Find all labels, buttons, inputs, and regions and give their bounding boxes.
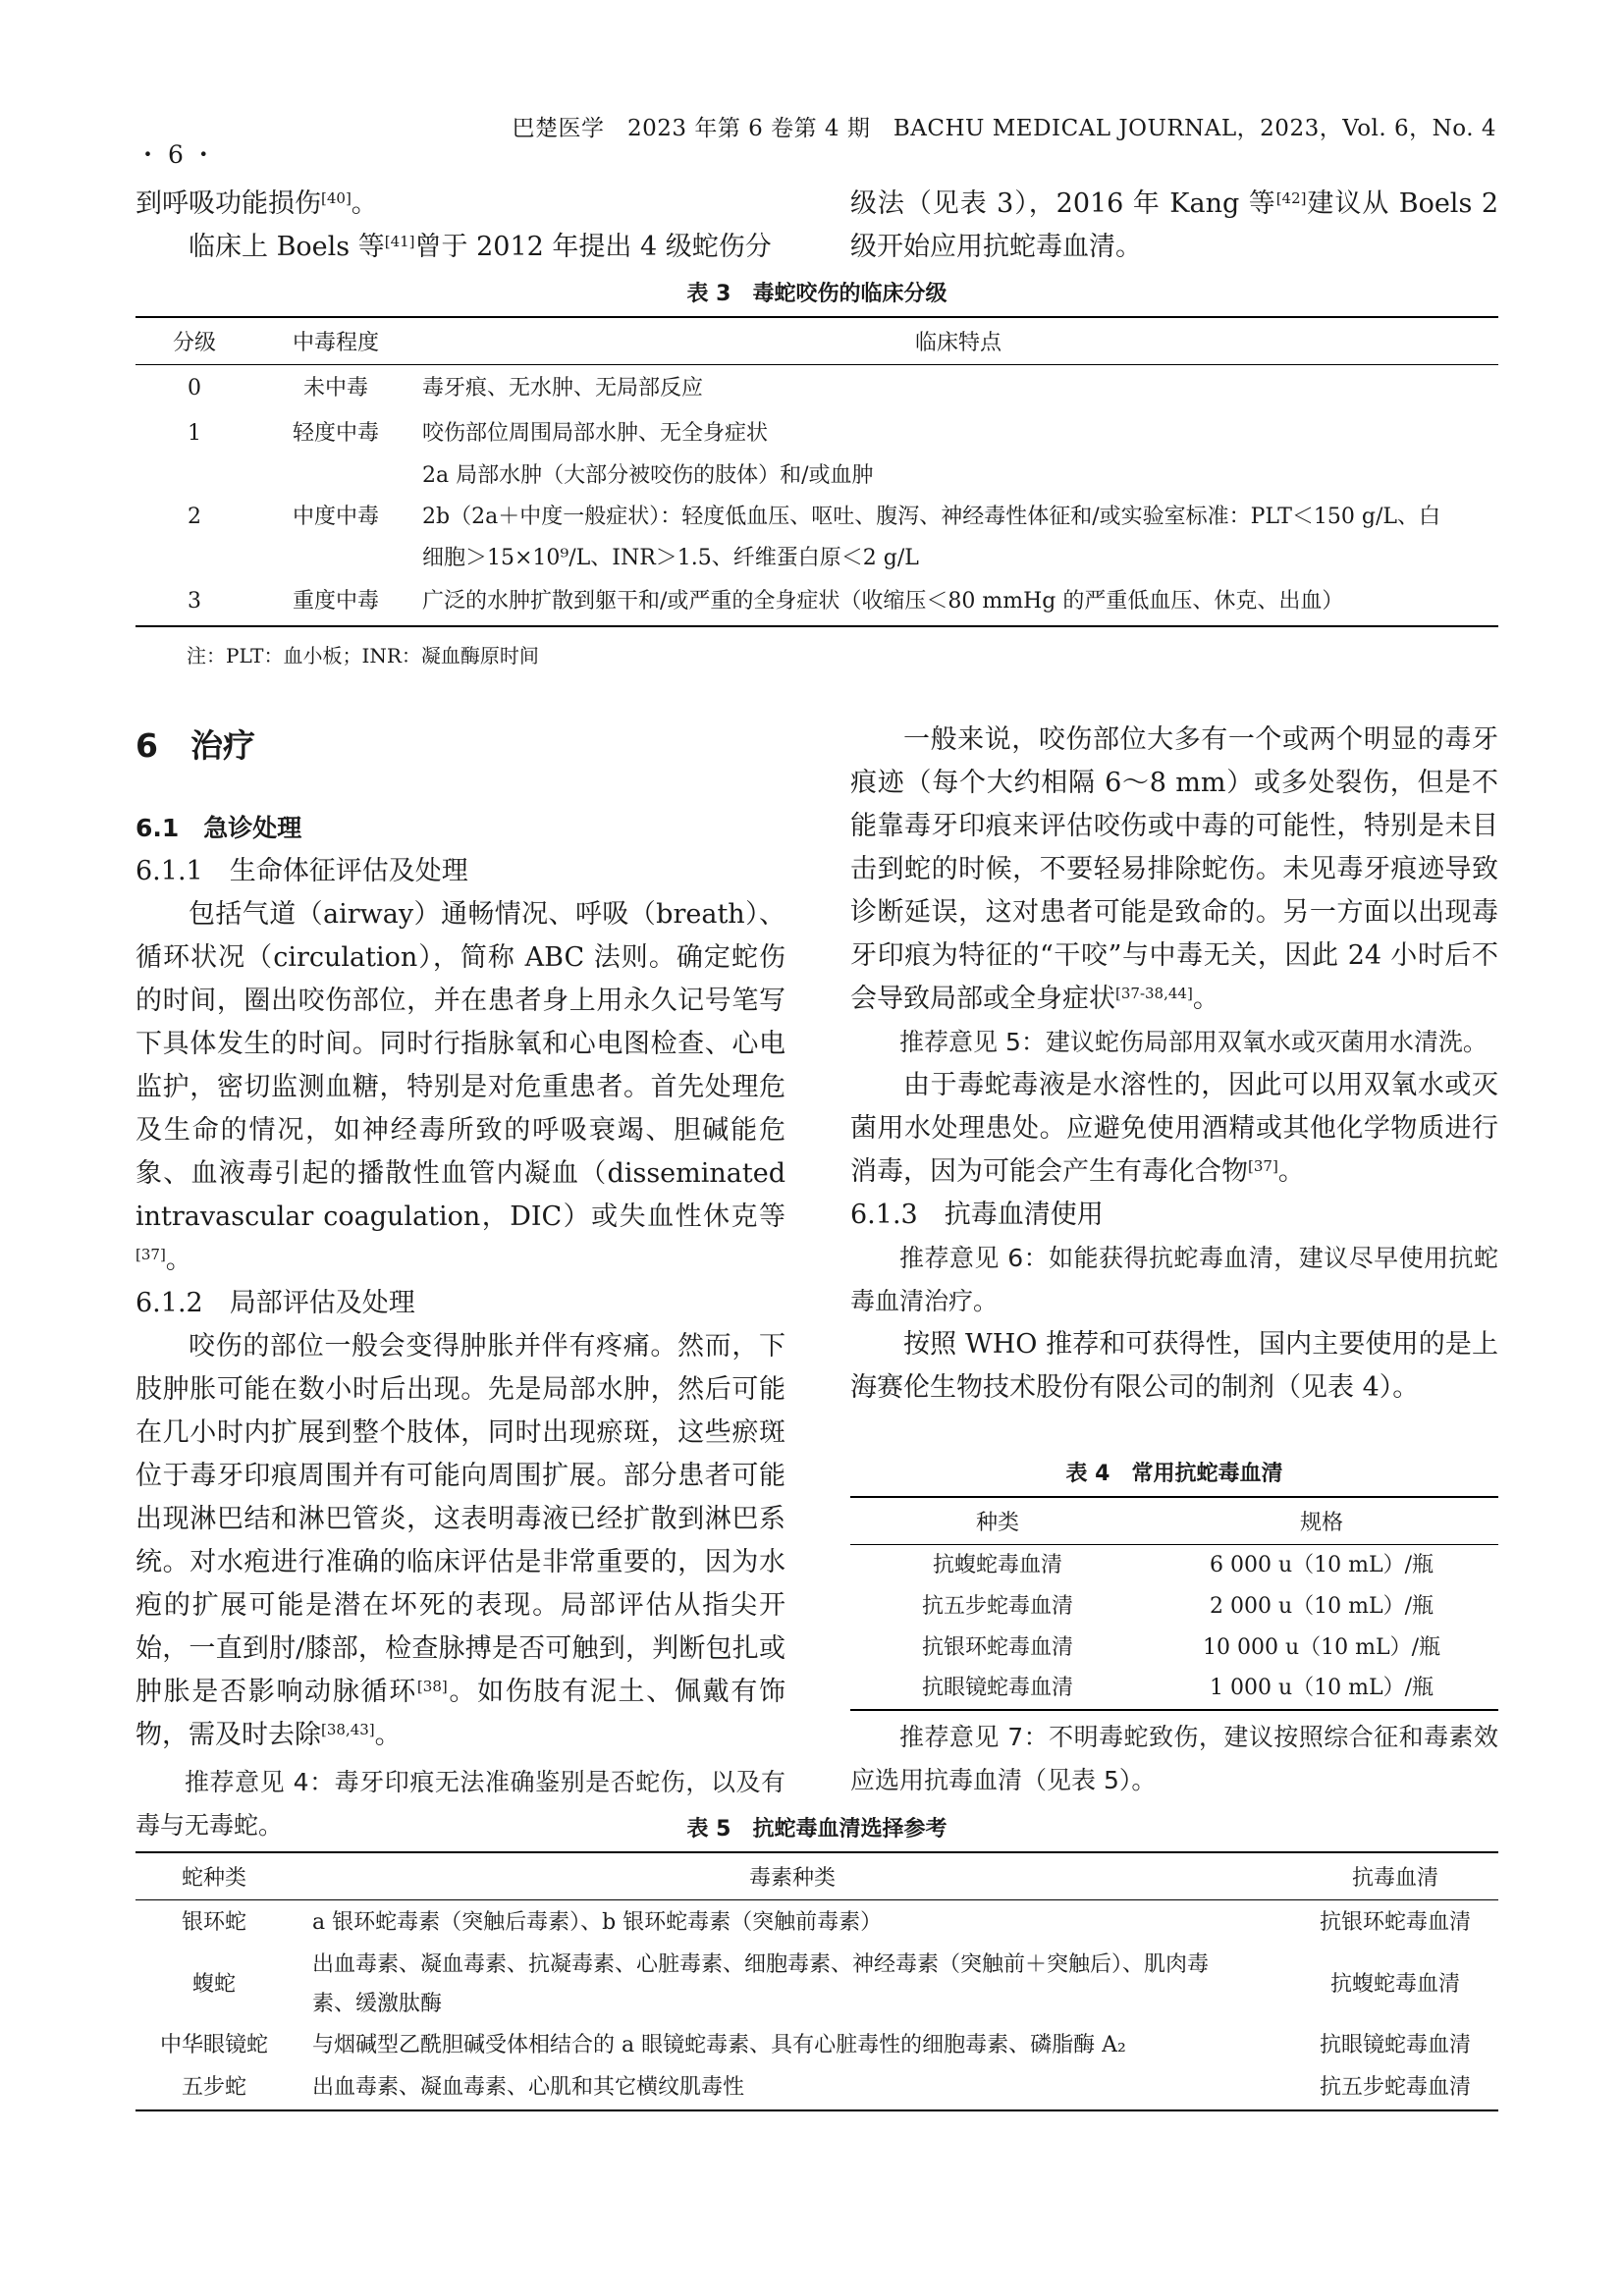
subsection-heading: 6.1 急诊处理 <box>135 814 302 842</box>
paragraph: 包括气道（airway）通畅情况、呼吸（breath）、循环状况（circulation），简称 ABC 法则。确定蛇伤的时间，圈出咬伤部位，并在患者身上用永久记号笔写下具体发生的时间。同时行指脉氧和心电图检查、心电监护，密切监测血糖，特别是对危重患者。首先处理危及生命的情况，如神经毒所致的呼吸衰竭、胆碱能危象、血液毒引起的播散性血管内凝血（disseminated intravascular coagulation，DIC）或失血性休克等[37]。 <box>135 899 785 1275</box>
paragraph: 临床上 Boels 等[41]曾于 2012 年提出 4 级蛇伤分 <box>189 232 772 262</box>
table-row: 中华眼镜蛇 与烟碱型乙酰胆碱受体相结合的 a 眼镜蛇毒素、具有心脏毒性的细胞毒素、磷脂酶 A₂ 抗眼镜蛇毒血清 <box>159 2032 1471 2057</box>
citation[interactable]: [40] <box>321 189 352 207</box>
running-header: 巴楚医学 2023 年第 6 卷第 4 期 BACHU MEDICAL JOURNAL，2023，Vol. 6，No. 4 <box>512 116 1496 141</box>
paragraph: 咬伤的部位一般会变得肿胀并伴有疼痛。然而，下肢肿胀可能在数小时后出现。先是局部水肿，然后可能在几小时内扩展到整个肢体，同时出现瘀斑，这些瘀斑位于毒牙印痕周围并有可能向周围扩展。部分患者可能出现淋巴结和淋巴管炎，这表明毒液已经扩散到淋巴系统。对水疱进行准确的临床评估是非常重要的，因为水疱的扩展可能是潜在坏死的表现。局部评估从指尖开始，一直到肘/膝部，检查脉搏是否可触到，判断包扎或肿胀是否影响动脉循环[38]。如伤肢有泥土、佩戴有饰物，需及时去除[38,43]。 <box>135 1331 786 1750</box>
table-row: 五步蛇 出血毒素、凝血毒素、心肌和其它横纹肌毒性 抗五步蛇毒血清 <box>181 2075 1471 2100</box>
table-row: 2 中度中毒 2a 局部水肿（大部分被咬伤的肢体）和/或血肿 2b（2a＋中度一般症状）：轻度低血压、呕吐、腹泻、神经毒性体征和/或实验室标准：PLT＜150 g/L、白 细胞＞15×10⁹/L、INR＞1.5、纤维蛋白原＜2 g/L <box>188 462 1440 570</box>
table-row: 0 未中毒 毒牙痕、无水肿、无局部反应 <box>188 375 704 400</box>
citation[interactable]: [37] <box>1248 1157 1278 1175</box>
table-row: 1 轻度中毒 咬伤部位周围局部水肿、无全身症状 <box>188 420 769 446</box>
subsubsection-heading: 6.1.2 局部评估及处理 <box>135 1288 415 1318</box>
table5-header-serum: 抗毒血清 <box>1292 1852 1498 1900</box>
top-right-column <box>850 183 1498 269</box>
page-number: ・ 6 ・ <box>135 140 216 169</box>
paragraph: 一般来说，咬伤部位大多有一个或两个明显的毒牙痕迹（每个大约相隔 6～8 mm）或多处裂伤，但是不能靠毒牙印痕来评估咬伤或中毒的可能性，特别是未目击到蛇的时候，不要轻易排除蛇伤。未见毒牙痕迹导致诊断延误，这对患者可能是致命的。另一方面以出现毒牙印痕为特征的“干咬”与中毒无关，因此 24 小时后不会导致局部或全身症状[37-38,44]。 <box>850 724 1498 1014</box>
recommendation-7: 推荐意见 7：不明毒蛇致伤，建议按照综合征和毒素效应选用抗毒血清（见表 5）。 <box>850 1723 1498 1794</box>
table3-header-grade: 分级 <box>135 317 253 365</box>
table-row: 抗五步蛇毒血清 2 000 u（10 mL）/瓶 <box>921 1593 1434 1619</box>
table-row: 抗蝮蛇毒血清 6 000 u（10 mL）/瓶 <box>932 1552 1434 1577</box>
table3-caption: 表 3 毒蛇咬伤的临床分级 <box>686 282 947 306</box>
paragraph: 按照 WHO 推荐和可获得性，国内主要使用的是上海赛伦生物技术股份有限公司的制剂（见表 4）。 <box>850 1329 1498 1403</box>
table3-note: 注：PLT：血小板；INR：凝血酶原时间 <box>187 644 539 667</box>
recommendation-4: 推荐意见 4：毒牙印痕无法准确鉴别是否蛇伤，以及有毒与无毒蛇。 <box>135 1768 785 1840</box>
left-column <box>135 719 785 1847</box>
table5-header-snake: 蛇种类 <box>135 1852 293 1900</box>
table-row: 3 重度中毒 广泛的水肿扩散到躯干和/或严重的全身症状（收缩压＜80 mmHg 的严重低血压、休克、出血） <box>188 589 1344 614</box>
citation[interactable]: [41] <box>384 233 415 250</box>
table3 <box>135 316 1498 627</box>
table-row: 银环蛇 a 银环蛇毒素（突触后毒素）、b 银环蛇毒素（突触前毒素） 抗银环蛇毒血清 <box>181 1909 1471 1935</box>
table5-caption: 表 5 抗蛇毒血清选择参考 <box>686 1817 947 1842</box>
recommendation-5: 推荐意见 5：建议蛇伤局部用双氧水或灭菌用水清洗。 <box>899 1028 1488 1056</box>
table5 <box>135 1851 1498 2111</box>
recommendation-6: 推荐意见 6：如能获得抗蛇毒血清，建议尽早使用抗蛇毒血清治疗。 <box>850 1244 1498 1315</box>
table3-header-level: 中毒程度 <box>253 317 418 365</box>
table-row: 抗银环蛇毒血清 10 000 u（10 mL）/瓶 <box>921 1634 1440 1660</box>
section-heading: 6 治疗 <box>135 726 255 765</box>
subsubsection-heading: 6.1.3 抗毒血清使用 <box>850 1200 1104 1230</box>
table4-header-type: 种类 <box>850 1497 1145 1545</box>
top-left-column <box>135 183 785 269</box>
paragraph: 级法（见表 3），2016 年 Kang 等[42]建议从 Boels 2 级开始应用抗蛇毒血清。 <box>850 188 1498 262</box>
table-row: 蝮蛇 出血毒素、凝血毒素、抗凝毒素、心脏毒素、细胞毒素、神经毒素（突触前＋突触后）、肌肉毒 素、缓激肽酶 抗蝮蛇毒血清 <box>191 1951 1460 2016</box>
subsubsection-heading: 6.1.1 生命体征评估及处理 <box>135 856 468 886</box>
paragraph: 到呼吸功能损伤[40]。 <box>135 188 378 219</box>
right-column <box>850 719 1498 1410</box>
citation[interactable]: [42] <box>1275 189 1307 207</box>
citation[interactable]: [38,43] <box>321 1721 375 1738</box>
citation[interactable]: [37-38,44] <box>1115 985 1193 1002</box>
table-row: 抗眼镜蛇毒血清 1 000 u（10 mL）/瓶 <box>921 1676 1434 1700</box>
table5-header-toxins: 毒素种类 <box>293 1852 1292 1900</box>
table4-header-spec: 规格 <box>1145 1497 1498 1545</box>
table4 <box>850 1496 1498 1711</box>
table4-caption: 表 4 常用抗蛇毒血清 <box>1065 1462 1283 1486</box>
paragraph: 由于毒蛇毒液是水溶性的，因此可以用双氧水或灭菌用水处理患处。应避免使用酒精或其他化学物质进行消毒，因为可能会产生有毒化合物[37]。 <box>850 1070 1498 1187</box>
table3-header-features: 临床特点 <box>418 317 1498 365</box>
citation[interactable]: [38] <box>416 1678 448 1695</box>
right-column-bottom <box>850 1716 1498 1802</box>
citation[interactable]: [37] <box>135 1246 166 1263</box>
